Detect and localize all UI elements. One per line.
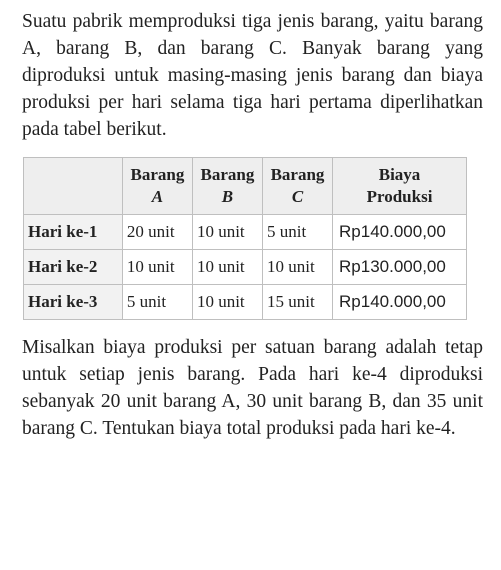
row-day-label: Hari ke-3 (24, 285, 123, 320)
header-barang-a (122, 158, 192, 215)
table-corner-cell (24, 158, 123, 215)
row-day-label: Hari ke-1 (24, 215, 123, 250)
cell-barang-a: 5 unit (122, 285, 192, 320)
cell-barang-c: 15 unit (262, 285, 332, 320)
cell-barang-a: 10 unit (122, 250, 192, 285)
cell-biaya-produksi: Rp140.000,00 (333, 215, 467, 250)
cell-barang-a: 20 unit (122, 215, 192, 250)
cell-barang-c: 5 unit (262, 215, 332, 250)
header-barang-c-top: Barang (270, 165, 325, 184)
header-barang-a-var: A (151, 187, 164, 206)
row-day-label: Hari ke-2 (24, 250, 123, 285)
header-barang-a-top: Barang (130, 165, 185, 184)
table-row (24, 215, 467, 250)
table-header-row (24, 158, 467, 215)
problem-question: Misalkan biaya produksi per satuan barang adalah tetap untuk setiap jenis barang. Pada hari ke-4 diproduksi sebanyak 20 unit barang A, 30 unit barang B, dan 35 unit barang C. Tentukan biaya total produksi pada hari ke-4. (22, 337, 483, 439)
header-barang-b (192, 158, 262, 215)
header-barang-b-top: Barang (200, 165, 255, 184)
production-table (23, 157, 467, 320)
problem-intro: Suatu pabrik memproduksi tiga jenis barang, yaitu barang A, barang B, dan barang C. Banyak barang yang diproduksi untuk masing-masing jenis barang dan biaya produksi per hari selama tiga hari pertama diperlihatkan pada tabel berikut. (22, 11, 483, 140)
cell-biaya-produksi: Rp140.000,00 (333, 285, 467, 320)
table-row (24, 250, 467, 285)
header-biaya-produksi (333, 158, 467, 215)
table-row (24, 285, 467, 320)
cell-barang-b: 10 unit (192, 250, 262, 285)
header-barang-c (262, 158, 332, 215)
header-biaya-bottom: Produksi (366, 187, 433, 206)
header-barang-b-var: B (221, 187, 234, 206)
header-biaya-top: Biaya (378, 165, 421, 184)
cell-barang-b: 10 unit (192, 215, 262, 250)
cell-barang-c: 10 unit (262, 250, 332, 285)
cell-biaya-produksi: Rp130.000,00 (333, 250, 467, 285)
header-barang-c-var: C (291, 187, 304, 206)
cell-barang-b: 10 unit (192, 285, 262, 320)
